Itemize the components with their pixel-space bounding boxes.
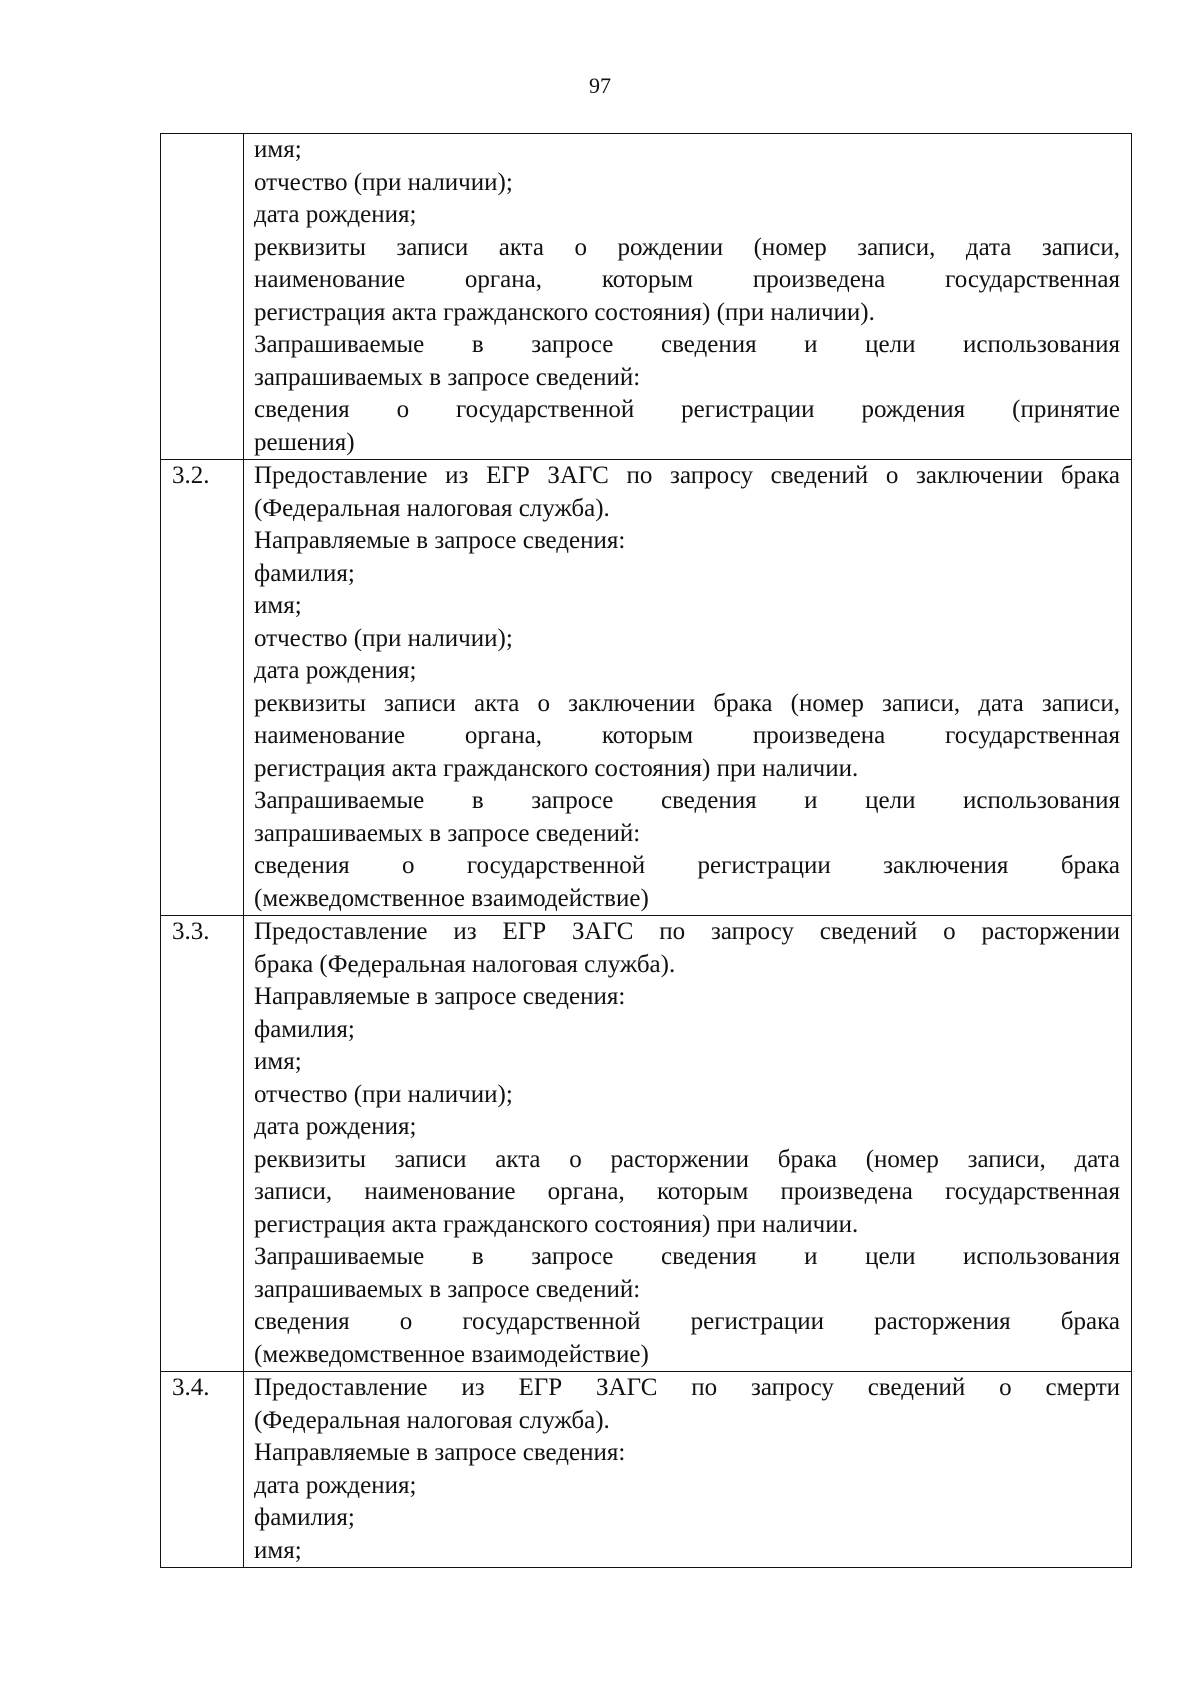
item-number-cell: [161, 134, 244, 460]
text-line: дата рождения;: [254, 1113, 417, 1140]
table-row: [161, 916, 1132, 1372]
text-line: Направляемые в запросе сведения:: [254, 983, 626, 1010]
text-line: отчество (при наличии);: [254, 1080, 513, 1108]
text-line: реквизиты записи акта о заключении брака (номер записи, дата записи,: [254, 689, 1120, 717]
text-line: сведения о государственной регистрации заключения брака: [254, 852, 1120, 879]
text-line: дата рождения;: [254, 657, 417, 684]
text-line: фамилия;: [254, 559, 355, 587]
text-line: запрашиваемых в запросе сведений:: [254, 363, 641, 391]
page-number: 97: [589, 73, 611, 98]
text-line: Предоставление из ЕГР ЗАГС по запросу сведений о заключении брака: [254, 462, 1120, 489]
item-content-cell: [244, 460, 1132, 916]
item-content-cell: [244, 134, 1132, 460]
text-line: брака (Федеральная налоговая служба).: [254, 950, 676, 978]
text-line: отчество (при наличии);: [254, 168, 513, 196]
item-number-cell: 3.2.: [161, 460, 244, 916]
text-line: регистрация акта гражданского состояния) при наличии.: [254, 1210, 859, 1238]
item-content-cell: [244, 916, 1132, 1372]
text-line: имя;: [254, 1536, 302, 1564]
text-line: дата рождения;: [254, 201, 417, 228]
text-line: сведения о государственной регистрации расторжения брака: [254, 1308, 1120, 1335]
text-line: реквизиты записи акта о рождении (номер записи, дата записи,: [254, 233, 1120, 261]
text-line: (межведомственное взаимодействие): [254, 884, 649, 912]
text-line: запрашиваемых в запросе сведений:: [254, 1275, 641, 1303]
requirements-table: [160, 133, 1132, 1568]
text-line: Запрашиваемые в запросе сведения и цели использования: [254, 331, 1120, 358]
item-number-cell: 3.4.: [161, 1372, 244, 1568]
text-line: записи, наименование органа, которым произведена государственная: [254, 1178, 1120, 1205]
text-line: наименование органа, которым произведена государственная: [254, 722, 1120, 749]
text-line: фамилия;: [254, 1015, 355, 1043]
text-line: (Федеральная налоговая служба).: [254, 494, 610, 522]
table-row: [161, 134, 1132, 460]
item-content-cell: [244, 1372, 1132, 1568]
table-row: [161, 460, 1132, 916]
text-line: имя;: [254, 136, 302, 163]
text-line: имя;: [254, 592, 302, 619]
text-line: имя;: [254, 1048, 302, 1075]
table-row: [161, 1372, 1132, 1568]
text-line: дата рождения;: [254, 1471, 417, 1499]
item-number-cell: 3.3.: [161, 916, 244, 1372]
text-line: регистрация акта гражданского состояния) при наличии.: [254, 754, 859, 782]
text-line: запрашиваемых в запросе сведений:: [254, 819, 641, 847]
text-line: (Федеральная налоговая служба).: [254, 1406, 610, 1434]
text-line: Направляемые в запросе сведения:: [254, 527, 626, 554]
text-line: Направляемые в запросе сведения:: [254, 1439, 626, 1466]
text-line: Предоставление из ЕГР ЗАГС по запросу сведений о расторжении: [254, 918, 1120, 945]
text-line: сведения о государственной регистрации рождения (принятие: [254, 396, 1120, 423]
text-line: регистрация акта гражданского состояния) (при наличии).: [254, 298, 875, 326]
text-line: Предоставление из ЕГР ЗАГС по запросу сведений о смерти: [254, 1374, 1120, 1401]
text-line: Запрашиваемые в запросе сведения и цели использования: [254, 787, 1120, 814]
text-line: Запрашиваемые в запросе сведения и цели использования: [254, 1243, 1120, 1270]
table-body: [161, 134, 1132, 1568]
text-line: отчество (при наличии);: [254, 624, 513, 652]
text-line: наименование органа, которым произведена государственная: [254, 266, 1120, 293]
text-line: решения): [254, 428, 355, 456]
text-line: реквизиты записи акта о расторжении брака (номер записи, дата: [254, 1145, 1120, 1173]
text-line: (межведомственное взаимодействие): [254, 1340, 649, 1368]
text-line: фамилия;: [254, 1504, 355, 1531]
